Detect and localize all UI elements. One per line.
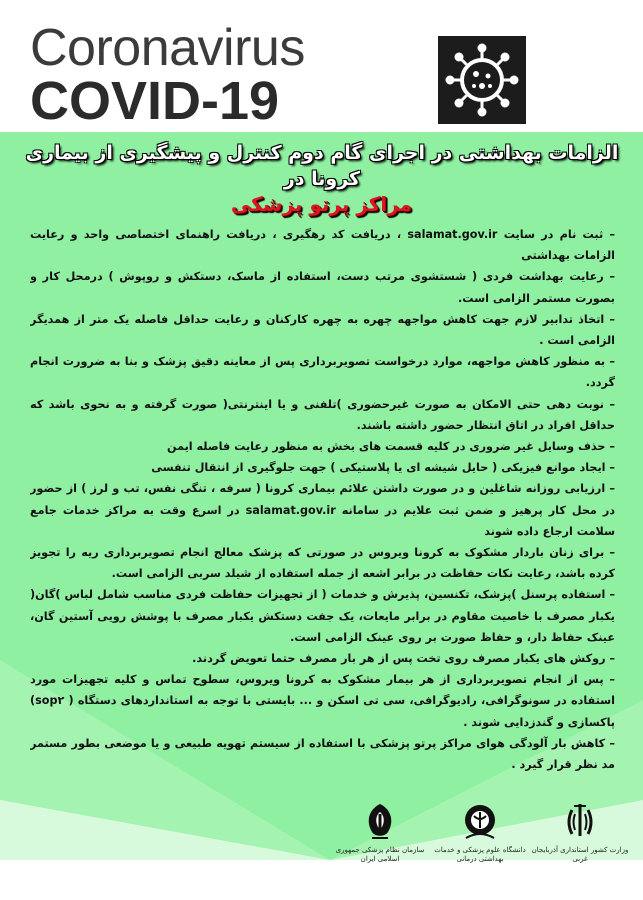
logo-right-text: وزارت کشور استانداری آذربایجان غربی: [531, 846, 629, 863]
list-item: – ایجاد موانع فیزیکی ( حایل شیشه ای یا پلاستیکی ) جهت جلوگیری از انتقال تنفسی: [151, 461, 615, 475]
iran-emblem-icon: [558, 800, 602, 844]
logo-left-text: سازمان نظام پزشکی جمهوری اسلامی ایران: [335, 846, 425, 863]
logo-middle-text: دانشگاه علوم پزشکی و خدمات بهداشتی درمانی: [434, 846, 526, 863]
logos: [330, 800, 630, 890]
list-item: – نوبت دهی حتی الامکان به صورت غیرحضوری )تلفنی و یا اینترنتی( صورت گرفته و به نحوی باشد که حداقل افراد در اتاق انتظار حضور داشته باشند.: [30, 397, 615, 432]
title-covid-19: COVID-19: [30, 71, 280, 131]
list-item: – رعایت بهداشت فردی ( شستشوی مرتب دست، استفاده از ماسک، دستکش و روپوش ) درمحل کار و بصورت مستمر الزامی است.: [30, 270, 615, 305]
list-item: – ثبت نام در سایت salamat.gov.ir ، دریافت کد رهگیری ، دریافت راهنمای اختصاصی واحد و رعایت الزامات بهداشتی: [30, 228, 615, 263]
header: [0, 0, 643, 132]
university-emblem-icon: [458, 800, 502, 844]
list-item: – ارزیابی روزانه شاغلین و در صورت داشتن علائم بیماری کرونا ( سرفه ، تنگی نفس، تب و لرز ) از حضور در محل کار پرهیز و ضمن ثبت علایم در سامانه salamat.gov.ir در اسرع وقت به مراکز خدمات جامع سلامت ارجاع داده شوند: [30, 482, 615, 538]
list-item: – برای زنان باردار مشکوک به کرونا ویروس در صورتی که پزشک معالج انجام تصویربرداری ریه را تجویز کرده باشد، رعایت نکات حفاظت در برابر اشعه از جمله استفاده از شیلد سربی الزامی است.: [30, 546, 615, 581]
title-coronavirus: Coronavirus: [30, 19, 305, 77]
logo-medical-council: [330, 800, 430, 890]
coronavirus-icon: [438, 36, 526, 124]
logo-university: [430, 800, 530, 890]
list-item: – پس از انجام تصویربرداری از هر بیمار مشکوک به کرونا ویروس، سطوح تماس و کلیه تجهیزات مورد استفاده در سونوگرافی، رادیوگرافی، سی تی اسکن و ... بایستی با توجه به استانداردهای دستگاه ( sop۲) پاکسازی و گندزدایی شوند .: [30, 673, 615, 729]
medical-council-emblem-icon: [358, 800, 402, 844]
list-item: – اتخاذ تدابیر لازم جهت کاهش مواجهه چهره به چهره کارکنان و رعایت حداقل فاصله یک متر از همدیگر الزامی است .: [30, 312, 615, 348]
list-item: – به منظور کاهش مواجهه، موارد درخواست تصویربرداری پس از معاینه دقیق پزشک و بنا به ضرورت انجام گردد.: [30, 355, 615, 390]
requirements-list: [30, 224, 615, 794]
list-item: – کاهش بار آلودگی هوای مراکز پرتو پزشکی با استفاده از سیستم تهویه طبیعی و یا موضعی بطور مستمر مد نظر قرار گیرد .: [30, 736, 615, 772]
sub-heading: مراکز پرتو پزشکی: [230, 192, 413, 216]
list-item: – حذف وسایل غیر ضروری در کلیه قسمت های بخش به منظور رعایت فاصله ایمن: [167, 440, 615, 454]
list-item: – استفاده پرسنل )پزشک، تکنسین، پذیرش و خدمات ( از تجهیزات حفاظت فردی مناسب شامل لباس )گان( یکبار مصرف با خاصیت مقاوم در برابر مایعات، یک جفت دستکش یکبار مصرف با پوشش رویی آستین گان، عینک حفاظ دار، و حفاظ صورت بر روی عینک الزامی است.: [30, 588, 615, 644]
list-item: – روکش های یکبار مصرف روی تخت پس از هر بار مصرف حتما تعویض گردند.: [192, 652, 615, 666]
logo-ministry: [530, 800, 630, 890]
main-heading: الزامات بهداشتی در اجرای گام دوم کنترل و پیشگیری از بیماری کرونا در: [25, 142, 619, 190]
